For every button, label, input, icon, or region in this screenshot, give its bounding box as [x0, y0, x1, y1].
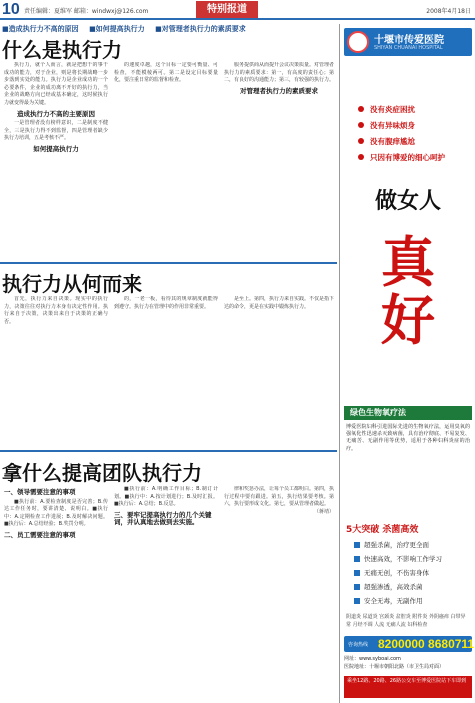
page-header: [0, 0, 475, 20]
author-sign: （蒋靖）: [313, 508, 334, 515]
editor-info: 责任编辑：夏维军 邮箱：windwxj@126.com: [24, 8, 149, 15]
bullet-icon: [358, 122, 364, 128]
article-subheads: [2, 24, 254, 34]
benefit-4: 超强渗透，高效杀菌: [354, 582, 423, 591]
bullet-icon: [358, 154, 364, 160]
check-icon: [354, 542, 360, 548]
bullet-icon: [358, 138, 364, 144]
treatment-list: 阴道炎 尿道炎 宫颈炎 盆腔炎 附件炎 外阴瘙痒 白带异常 月经不调 人流 无痛人流 妇科检查: [346, 614, 466, 628]
article-1-heading-2: 如何提高执行力: [33, 144, 79, 153]
phone-label: 咨询热线: [348, 642, 369, 648]
check-icon: [354, 584, 360, 590]
hospital-logo-icon: [347, 31, 369, 53]
subhead-1: ■造成执行力不高的原因: [2, 25, 79, 33]
check-icon: [354, 570, 360, 576]
article-1-col-2: 的速度卓越，这个目标一定要可衡量、可检查，不能模棱两可。第二是设定目标要量化，要注重日常的监督和检查。: [114, 62, 218, 84]
article-3-heading-3: 三、要牢记提高执行力的几个关键词，并认真地去做到去实施。: [114, 510, 212, 527]
phone-bar: [344, 636, 475, 652]
hospital-ad: [339, 24, 475, 703]
article-3-col-2: ■执行前：A.明确工作目标；B.制订计划。■执行中：A.按计划进行；B.及时汇报。■执行后：A.总结；B.反思。 三、要牢记提高执行力的几个关键词，并认真地去做到去实施。: [114, 486, 218, 527]
bus-info: 乘坐12路、20路、26路公交车至博爱医院站下车即到: [344, 676, 472, 698]
check-icon: [354, 598, 360, 604]
benefit-5: 安全无毒，无副作用: [354, 596, 423, 605]
article-1-col-3: 服务提供商从而提升会议决策质量。对管理者执行力的素质要求：第一，有高度的责任心；第二，有良好的沟通能力；第三，有较强的执行力。 对管理者执行力的素质要求: [224, 62, 334, 95]
phone-number: 8200000 8680711: [378, 637, 475, 651]
slogan-1: 没有炎症困扰: [370, 105, 415, 114]
hospital-name-en: SHIYAN CHUANAI HOSPITAL: [374, 45, 443, 51]
article-1-heading-1: 造成执行力不高的主要原因: [17, 109, 95, 118]
ad-headline-3: 好: [381, 289, 435, 352]
article-3-col-3: 律和奖惩办法，让每个员工都明白。第四，执行过程中要有跟进。第五，执行结果要考核。第六，执行要形成文化。第七，要从管理者做起。 （蒋靖）: [224, 486, 334, 515]
address: 医院地址：十堰市朝阳北路（市卫生局对面）: [344, 664, 445, 670]
benefit-1: 超强杀菌，治疗更全面: [354, 540, 429, 549]
section-tag: 特别报道: [196, 1, 258, 18]
bullet-icon: [358, 106, 364, 112]
ad-headline-1: 做女人: [374, 189, 441, 214]
hospital-logo-bar: [344, 28, 472, 56]
article-2-col-2: 的，一老一板，看待其的规章制度就能得到遵守。执行力在管理中的作用非常重要。: [114, 296, 218, 310]
subhead-3: ■对管理者执行力的素质要求: [155, 25, 246, 33]
divider-1: [0, 262, 337, 264]
article-3-col-1: 一、领导需要注意的事项 ■执行前：A.要检查制度是否完善；B.传达工作任务时，要讲清楚、说明白。■执行中：A.定期检查工作进展；B.及时解决问题。■执行后：A.总结经验；B.奖罚分明。 二、员工需要注意的事项: [4, 488, 108, 539]
article-3-heading-1: 一、领导需要注意的事项: [4, 488, 76, 496]
subhead-2: ■如何提高执行力: [89, 25, 145, 33]
hospital-name: 十堰市传爱医院: [374, 35, 444, 46]
slogan-2: 没有异味烦身: [370, 121, 415, 130]
article-1-col-1: 执行力，就个人而言，就是把想干的事干成功的能力，对于企业，则是将长期战略一步步落到实处的能力。执行力是企业成功的一个必要条件，企业的成功离不开好的执行力，当企业的战略方向已经或基本确定，这时候执行力就变得最为关键。 造成执行力不高的主要原因 一是管理者没有榜样意识，二是制度不健全，三是执行力得不到监督，四是管理者缺少执行力培训，五是考核不严。 如何提高执行力: [4, 62, 108, 153]
breakthrough-title: 5大突破 杀菌高效: [346, 525, 419, 535]
ad-headline-2: 真: [381, 231, 435, 294]
article-2-col-3: 是至上。第四，执行力来自实践。不仅是指下达的命令，更是在实践中锻炼执行力。: [224, 296, 334, 310]
issue-date: 2008年4月18日: [426, 8, 471, 15]
article-3-heading-2: 二、员工需要注意的事项: [4, 530, 76, 539]
article-2-col-1: 首先，执行力来自决策。现实中的执行力，决策往往对执行力本身有决定性作用。执行来自于决策，决策出来自于决策的正确与否。: [4, 296, 108, 325]
check-icon: [354, 556, 360, 562]
article-1-title: 什么是执行力: [2, 38, 122, 62]
divider-2: [0, 450, 337, 452]
therapy-title: 绿色生物氧疗法: [344, 406, 472, 420]
article-3-title: 拿什么提高团队执行力: [2, 461, 202, 485]
benefit-2: 快速高效，不影响工作学习: [354, 554, 442, 563]
article-1-heading-3: 对管理者执行力的素质要求: [240, 86, 318, 95]
benefit-3: 无痛无创，不伤害身体: [354, 568, 429, 577]
slogan-4: 只因有博爱的细心呵护: [370, 153, 445, 162]
page-number: 10: [2, 1, 20, 18]
article-2-title: 执行力从何而来: [2, 272, 142, 296]
slogan-3: 没有腹痒尴尬: [370, 137, 415, 146]
website: 网址：www.syboai.com: [344, 656, 401, 662]
therapy-description: 博爱医院妇科引进国际先进的生物氧疗法，运用臭氧的强氧化性迅速杀灭致病菌，具有治疗彻底、不易复发、无痛苦、无副作用等优势，适用于各种妇科炎症的治疗。: [346, 424, 470, 452]
